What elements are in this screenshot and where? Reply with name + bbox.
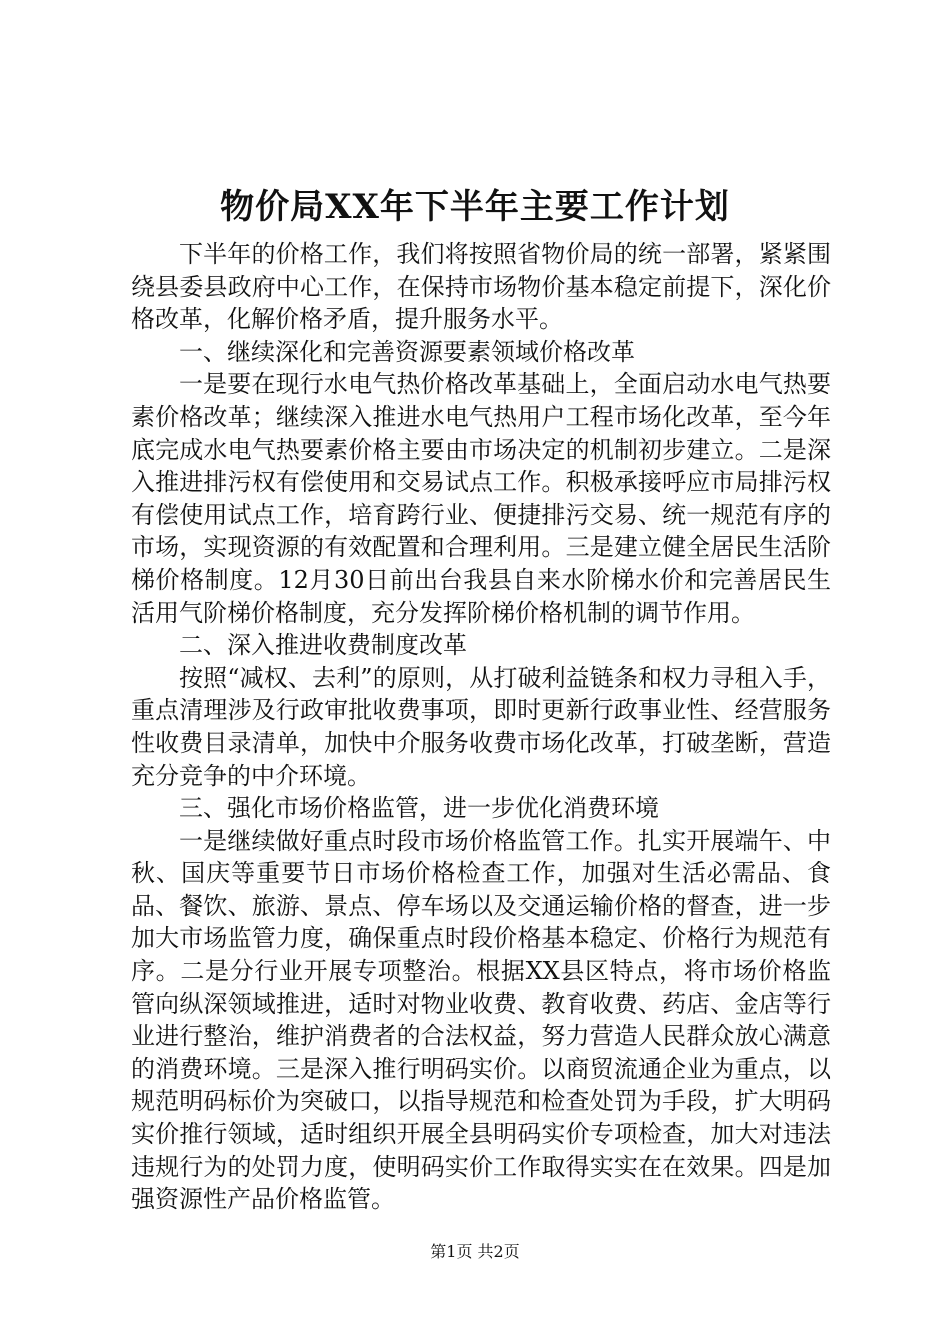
intro-paragraph: 下半年的价格工作，我们将按照省物价局的统一部署，紧紧围绕县委县政府中心工作，在保持市场物价基本稳定前提下，深化价格改革，化解价格矛盾，提升服务水平。	[131, 240, 831, 334]
section-heading-1: 一、继续深化和完善资源要素领域价格改革	[179, 337, 635, 366]
section-1-paragraph: 一是要在现行水电气热价格改革基础上，全面启动水电气热要素价格改革；继续深入推进水电气热用户工程市场化改革，至今年底完成水电气热要素价格主要由市场决定的机制初步建立。二是深入推进排污权有偿使用和交易试点工作。积极承接呼应市局排污权有偿使用试点工作，培育跨行业、便捷排污交易、统一规范有序的市场，实现资源的有效配置和合理利用。三是建立健全居民生活阶梯价格制度。12月30日前出台我县自来水阶梯水价和完善居民生活用气阶梯价格制度，充分发挥阶梯价格机制的调节作用。	[131, 370, 831, 627]
page-footer: 第1页 共2页	[430, 1242, 520, 1261]
section-heading-2: 二、深入推进收费制度改革	[179, 631, 467, 660]
document-title: 物价局XX年下半年主要工作计划	[220, 187, 730, 227]
document-body	[131, 238, 831, 1216]
section-3-paragraph: 一是继续做好重点时段市场价格监管工作。扎实开展端午、中秋、国庆等重要节日市场价格检查工作，加强对生活必需品、食品、餐饮、旅游、景点、停车场以及交通运输价格的督查，进一步加大市场监管力度，确保重点时段价格基本稳定、价格行为规范有序。二是分行业开展专项整治。根据XX县区特点，将市场价格监管向纵深领域推进，适时对物业收费、教育收费、药店、金店等行业进行整治，维护消费者的合法权益，努力营造人民群众放心满意的消费环境。三是深入推行明码实价。以商贸流通企业为重点，以规范明码标价为突破口，以指导规范和检查处罚为手段，扩大明码实价推行领域，适时组织开展全县明码实价专项检查，加大对违法违规行为的处罚力度，使明码实价工作取得实实在在效果。四是加强资源性产品价格监管。	[131, 826, 831, 1214]
section-heading-3: 三、强化市场价格监管，进一步优化消费环境	[179, 794, 659, 823]
section-2-paragraph: 按照“减权、去利”的原则，从打破利益链条和权力寻租入手，重点清理涉及行政审批收费事项，即时更新行政事业性、经营服务性收费目录清单，加快中介服务收费市场化改革，打破垄断，营造充分竞争的中介环境。	[131, 663, 831, 790]
